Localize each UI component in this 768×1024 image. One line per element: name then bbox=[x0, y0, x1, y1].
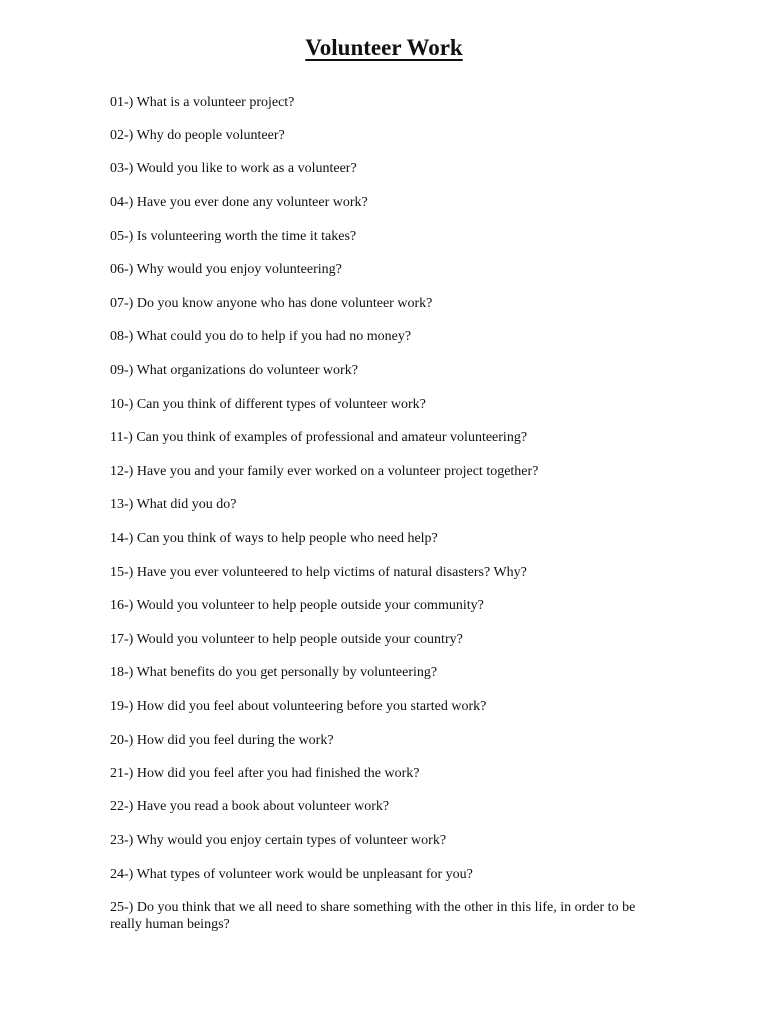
question-text: How did you feel after you had finished the work? bbox=[136, 766, 420, 781]
question-text: What benefits do you get personally by volunteering? bbox=[136, 665, 438, 680]
question-number: 17-) bbox=[110, 632, 134, 647]
question-number: 25-) bbox=[110, 900, 134, 915]
question-number: 12-) bbox=[110, 464, 134, 479]
question-item bbox=[110, 597, 670, 614]
question-item bbox=[110, 429, 670, 446]
question-item bbox=[110, 698, 670, 715]
question-item bbox=[110, 328, 670, 345]
question-item bbox=[110, 496, 670, 513]
question-text: Can you think of examples of professional and amateur volunteering? bbox=[136, 430, 528, 445]
question-text: Is volunteering worth the time it takes? bbox=[136, 229, 357, 244]
question-item bbox=[110, 94, 670, 111]
question-number: 06-) bbox=[110, 262, 134, 277]
question-text: Do you think that we all need to share something with the other in this life, in order to be really human beings? bbox=[110, 900, 636, 932]
question-number: 09-) bbox=[110, 363, 134, 378]
question-text: What is a volunteer project? bbox=[136, 95, 295, 110]
question-item bbox=[110, 127, 670, 144]
question-number: 11-) bbox=[110, 430, 133, 445]
question-text: Have you ever volunteered to help victims of natural disasters? Why? bbox=[136, 565, 527, 580]
question-item bbox=[110, 732, 670, 749]
question-number: 23-) bbox=[110, 833, 134, 848]
page-title-text: Volunteer Work bbox=[305, 35, 463, 60]
question-number: 21-) bbox=[110, 766, 134, 781]
question-text: Can you think of different types of volunteer work? bbox=[136, 397, 426, 412]
question-text: How did you feel about volunteering before you started work? bbox=[136, 699, 487, 714]
question-text: Would you volunteer to help people outside your community? bbox=[136, 598, 484, 613]
question-item bbox=[110, 396, 670, 413]
question-text: What could you do to help if you had no money? bbox=[136, 329, 412, 344]
question-number: 03-) bbox=[110, 161, 134, 176]
question-text: What organizations do volunteer work? bbox=[136, 363, 358, 378]
question-text: Why do people volunteer? bbox=[136, 128, 285, 143]
question-item bbox=[110, 765, 670, 782]
question-text: Have you read a book about volunteer work? bbox=[136, 799, 390, 814]
question-text: Can you think of ways to help people who need help? bbox=[136, 531, 438, 546]
question-item bbox=[110, 160, 670, 177]
question-number: 14-) bbox=[110, 531, 134, 546]
page-title bbox=[0, 34, 768, 62]
question-text: What types of volunteer work would be unpleasant for you? bbox=[136, 867, 473, 882]
question-text: Would you volunteer to help people outside your country? bbox=[136, 632, 463, 647]
question-item bbox=[110, 798, 670, 815]
question-number: 08-) bbox=[110, 329, 134, 344]
question-number: 10-) bbox=[110, 397, 134, 412]
question-number: 19-) bbox=[110, 699, 134, 714]
question-number: 16-) bbox=[110, 598, 134, 613]
question-item bbox=[110, 832, 670, 849]
question-number: 22-) bbox=[110, 799, 134, 814]
question-item bbox=[110, 362, 670, 379]
question-number: 05-) bbox=[110, 229, 134, 244]
question-text: Have you ever done any volunteer work? bbox=[136, 195, 368, 210]
question-text: Why would you enjoy certain types of volunteer work? bbox=[136, 833, 447, 848]
question-item bbox=[110, 194, 670, 211]
question-text: Why would you enjoy volunteering? bbox=[136, 262, 342, 277]
question-text: What did you do? bbox=[136, 497, 237, 512]
question-item bbox=[110, 631, 670, 648]
question-text: How did you feel during the work? bbox=[136, 733, 334, 748]
question-number: 15-) bbox=[110, 565, 134, 580]
question-item bbox=[110, 463, 670, 480]
question-number: 07-) bbox=[110, 296, 134, 311]
question-number: 02-) bbox=[110, 128, 134, 143]
question-item bbox=[110, 261, 670, 278]
question-text: Have you and your family ever worked on a volunteer project together? bbox=[136, 464, 539, 479]
question-item bbox=[110, 664, 670, 681]
question-text: Would you like to work as a volunteer? bbox=[136, 161, 357, 176]
question-number: 18-) bbox=[110, 665, 134, 680]
question-number: 01-) bbox=[110, 95, 134, 110]
question-item bbox=[110, 866, 670, 883]
question-number: 13-) bbox=[110, 497, 134, 512]
question-item bbox=[110, 228, 670, 245]
question-text: Do you know anyone who has done volunteer work? bbox=[136, 296, 433, 311]
question-number: 04-) bbox=[110, 195, 134, 210]
question-item bbox=[110, 899, 670, 933]
question-number: 24-) bbox=[110, 867, 134, 882]
question-item bbox=[110, 564, 670, 581]
question-item bbox=[110, 530, 670, 547]
question-item bbox=[110, 295, 670, 312]
question-number: 20-) bbox=[110, 733, 134, 748]
